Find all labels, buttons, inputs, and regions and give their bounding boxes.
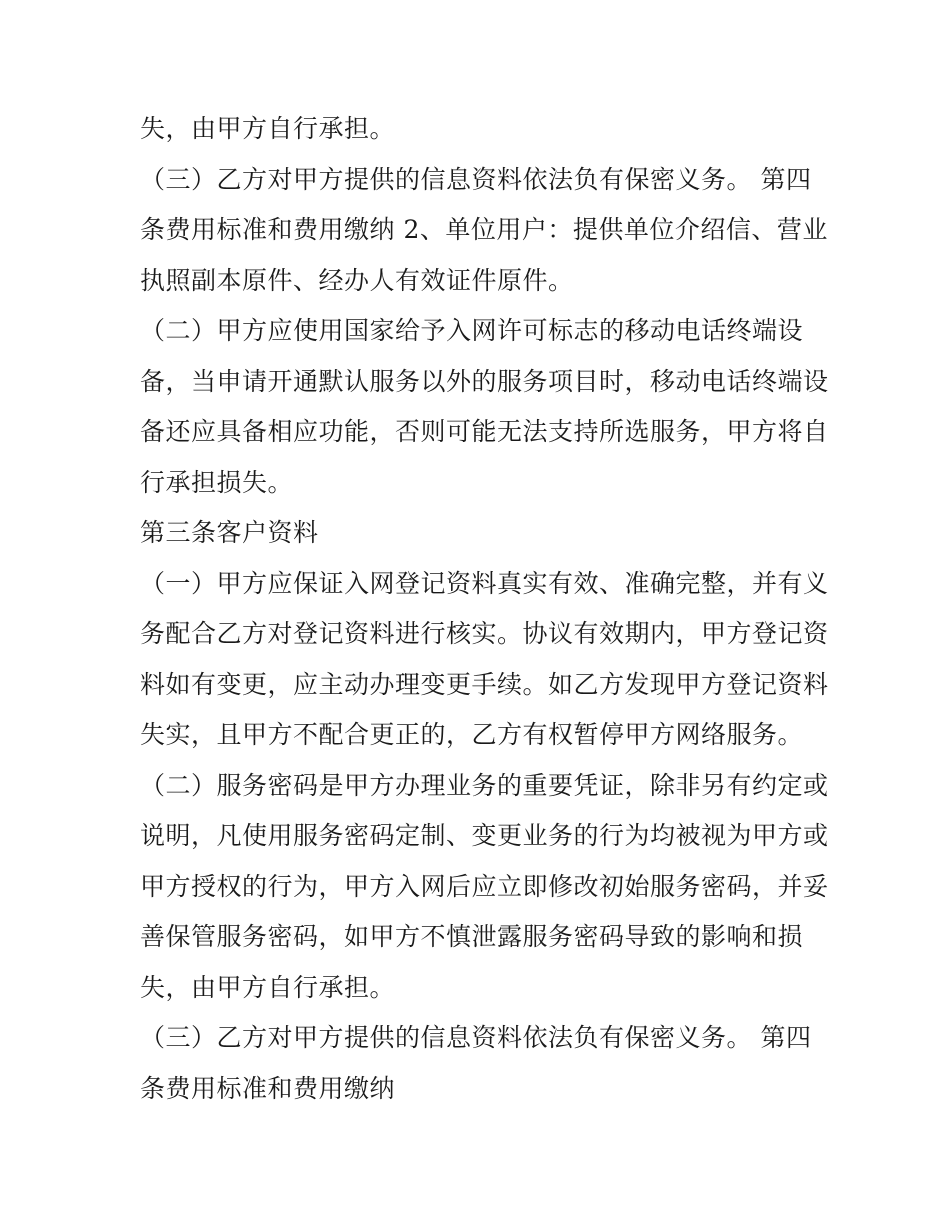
- text-line: 务配合乙方对登记资料进行核实。协议有效期内，甲方登记资: [140, 619, 829, 648]
- document-body: [140, 104, 829, 1114]
- text-line: 甲方授权的行为，甲方入网后应立即修改初始服务密码，并妥: [140, 871, 829, 901]
- paragraph: [140, 306, 829, 508]
- text-line: 善保管服务密码，如甲方不慎泄露服务密码导致的影响和损: [140, 922, 804, 951]
- text-line: 失实，且甲方不配合更正的，乙方有权暂停甲方网络服务。: [140, 720, 804, 749]
- text-line: （三）乙方对甲方提供的信息资料依法负有保密义务。 第四: [140, 164, 812, 194]
- text-line: 料如有变更，应主动办理变更手续。如乙方发现甲方登记资料: [140, 669, 829, 699]
- text-line: （二）甲方应使用国家给予入网许可标志的移动电话终端设: [140, 316, 804, 345]
- text-line: 说明，凡使用服务密码定制、变更业务的行为均被视为甲方或: [140, 821, 829, 850]
- text-line: 备，当申请开通默认服务以外的服务项目时，移动电话终端设: [140, 366, 829, 396]
- text-line: 执照副本原件、经办人有效证件原件。: [140, 265, 574, 295]
- text-line: （三）乙方对甲方提供的信息资料依法负有保密义务。 第四: [140, 1023, 812, 1052]
- paragraph: [140, 761, 829, 1014]
- text-line: （二）服务密码是甲方办理业务的重要凭证，除非另有约定或: [140, 770, 829, 800]
- text-line: （一）甲方应保证入网登记资料真实有效、准确完整，并有义: [140, 568, 829, 598]
- text-line: 失，由甲方自行承担。: [140, 114, 396, 143]
- section-heading: [140, 508, 820, 559]
- text-line: 第三条客户资料: [140, 518, 319, 547]
- paragraph: [140, 104, 820, 155]
- text-line: 行承担损失。: [140, 467, 294, 497]
- text-line: 条费用标准和费用缴纳 2、单位用户：提供单位介绍信、营业: [140, 215, 828, 244]
- paragraph: [140, 155, 828, 307]
- text-line: 备还应具备相应功能，否则可能无法支持所选服务，甲方将自: [140, 417, 829, 446]
- paragraph: [140, 1013, 820, 1114]
- text-line: 失，由甲方自行承担。: [140, 972, 396, 1002]
- text-line: 条费用标准和费用缴纳: [140, 1073, 396, 1103]
- paragraph: [140, 559, 829, 761]
